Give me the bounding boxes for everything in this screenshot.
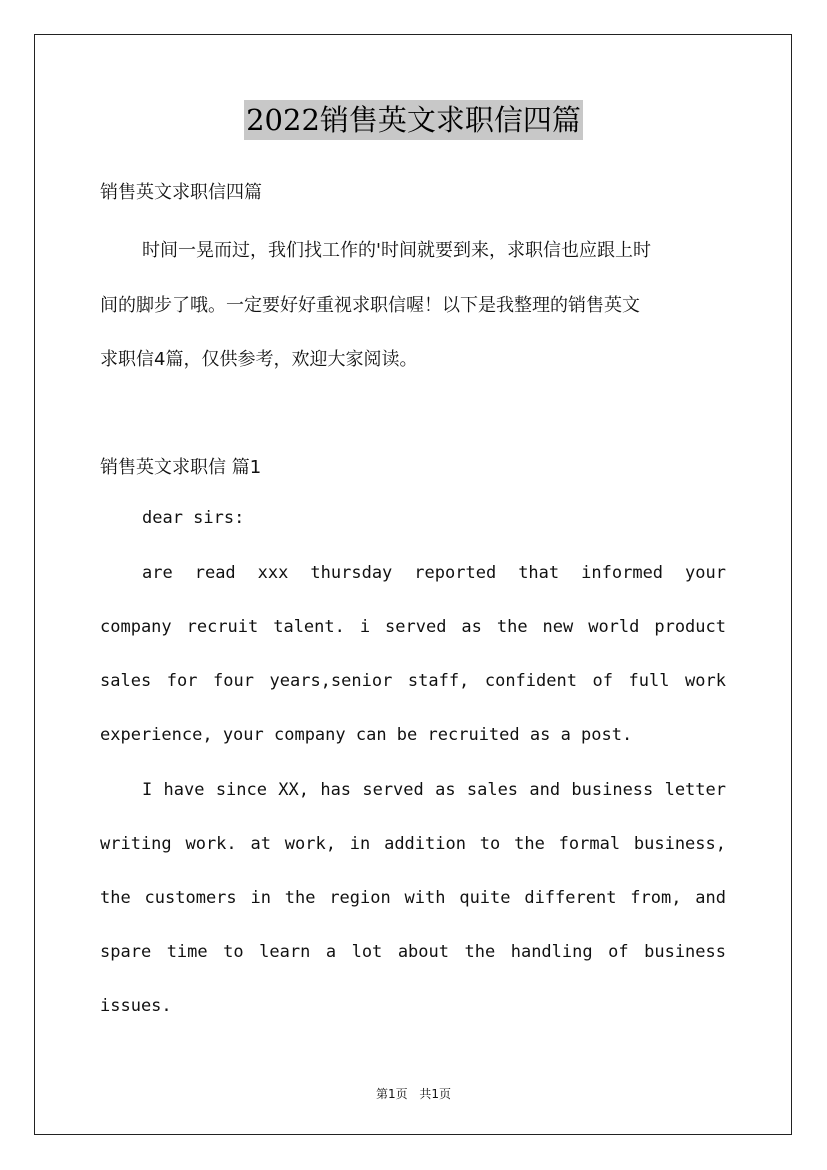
para2-line-3: the customers in the region with quite different from, and [100, 888, 726, 908]
page-total: 共1页 [419, 1087, 452, 1101]
intro-line-1: 时间一晃而过，我们找工作的'时间就要到来，求职信也应跟上时 [142, 240, 651, 261]
para1-line-2: company recruit talent. i served as the new world product [100, 617, 726, 637]
intro-line-3: 求职信4篇，仅供参考，欢迎大家阅读。 [100, 349, 418, 370]
page-footer [0, 1085, 827, 1102]
section-heading: 销售英文求职信 篇1 [100, 457, 262, 478]
para1-line-3: sales for four years,senior staff, confident of full work [100, 671, 726, 691]
title-container [0, 100, 827, 140]
document-subtitle: 销售英文求职信四篇 [100, 182, 262, 203]
salutation: dear sirs: [142, 508, 245, 528]
para2-line-4: spare time to learn a lot about the handling of business [100, 942, 726, 962]
para2-line-2: writing work. at work, in addition to the formal business, [100, 834, 726, 854]
para2-line-1: I have since XX, has served as sales and business letter [142, 780, 726, 800]
para1-line-1: are read xxx thursday reported that informed your [142, 563, 726, 583]
para2-line-5: issues. [100, 996, 172, 1016]
para1-line-4: experience, your company can be recruited as a post. [100, 725, 633, 745]
document-title: 2022销售英文求职信四篇 [244, 100, 583, 140]
page-number: 第1页 [375, 1087, 408, 1101]
intro-line-2: 间的脚步了哦。一定要好好重视求职信喔！以下是我整理的销售英文 [100, 295, 640, 316]
